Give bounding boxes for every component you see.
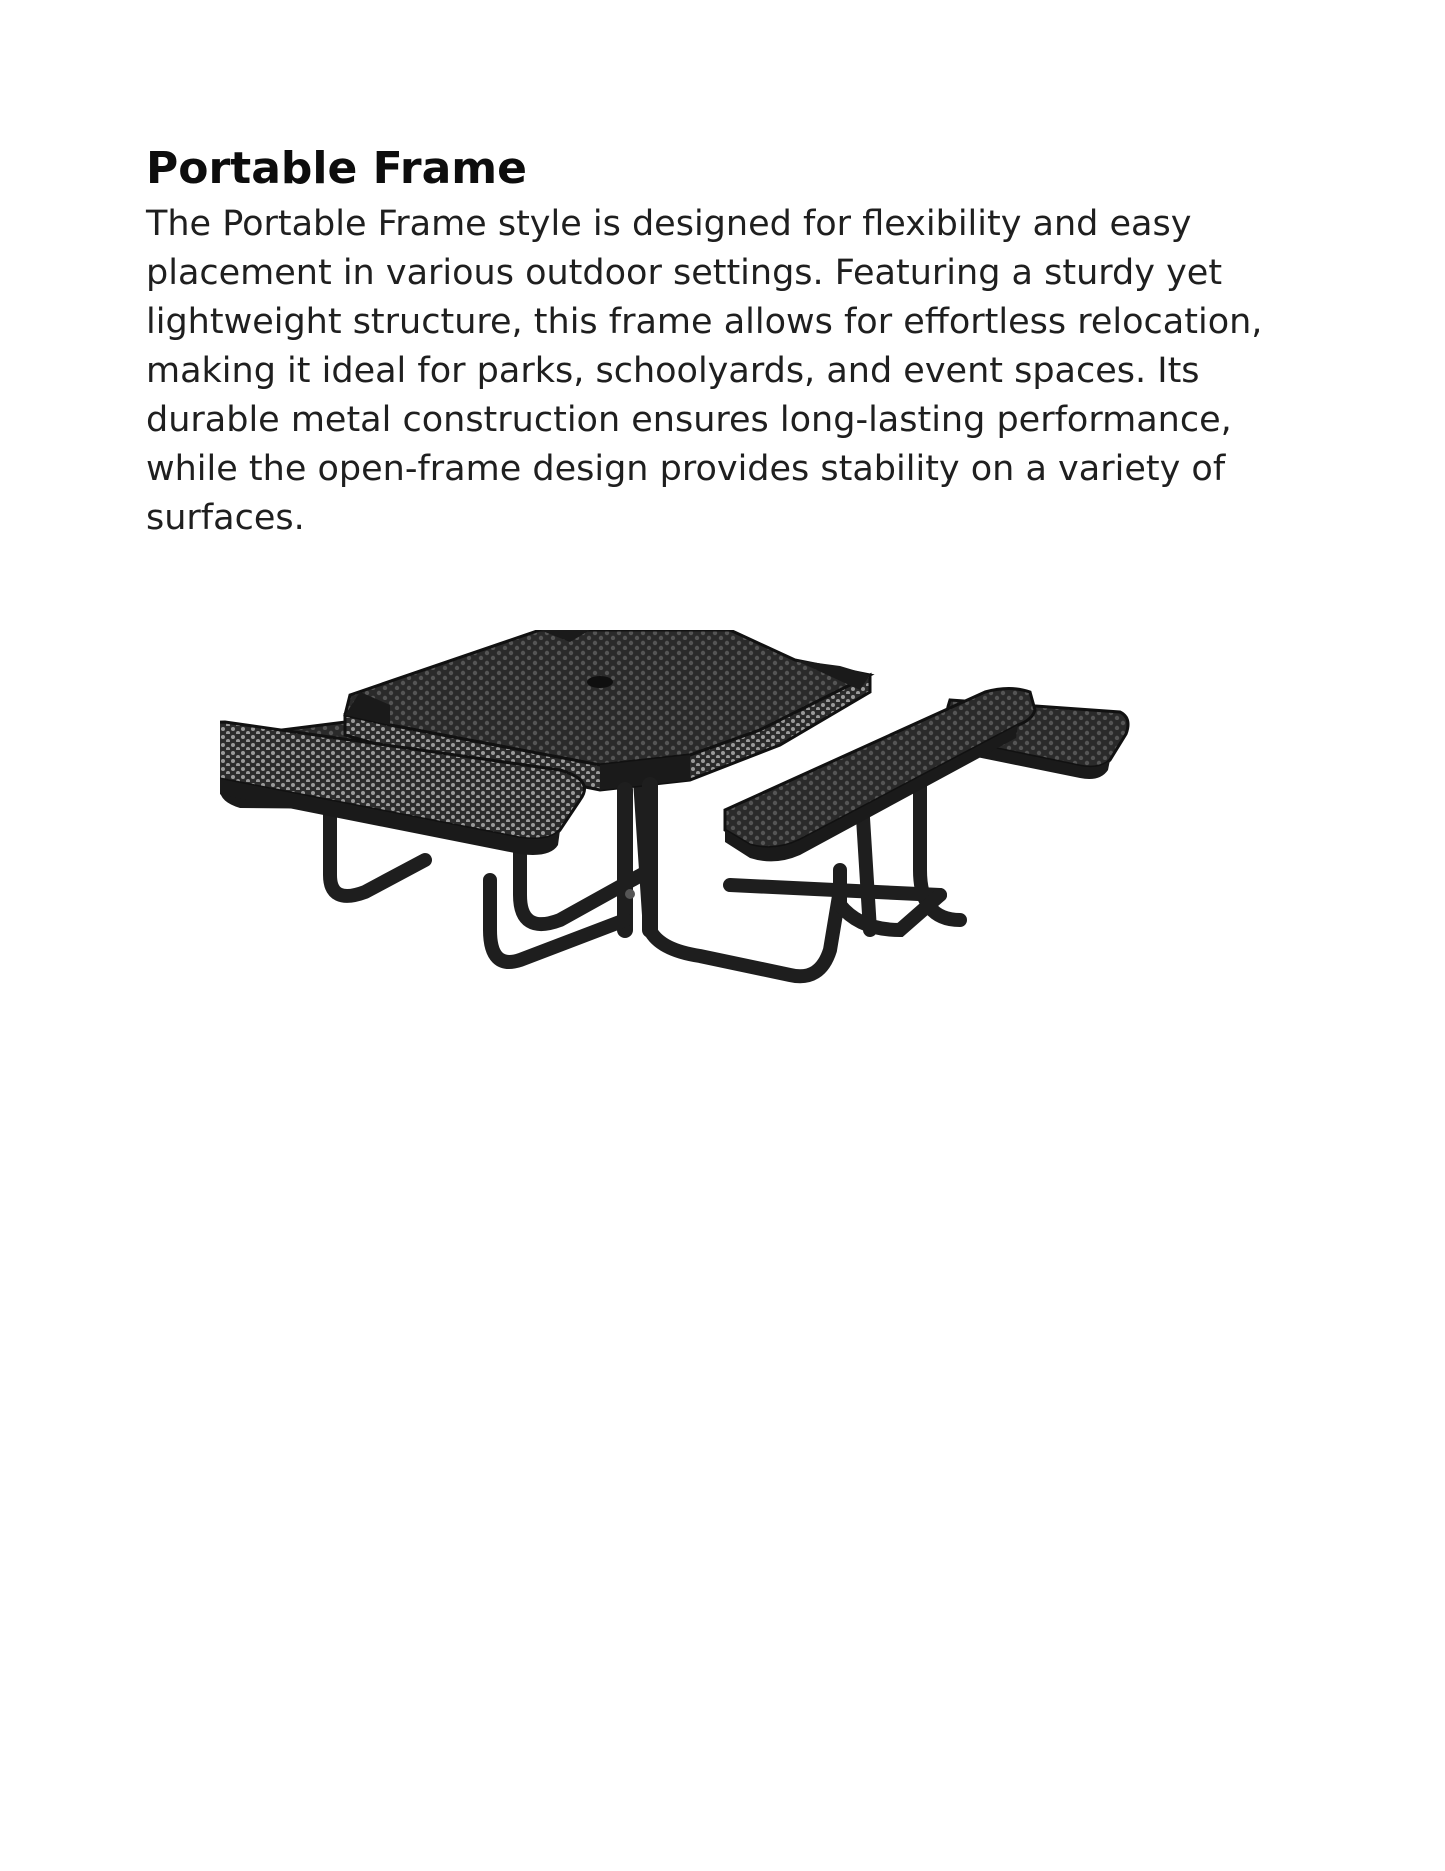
product-image — [220, 630, 1250, 1190]
page-title: Portable Frame — [146, 143, 527, 194]
document-content — [146, 140, 1296, 543]
picnic-table-icon — [220, 630, 1250, 1190]
description-paragraph: The Portable Frame style is designed for flexibility and easy placement in various outdoor settings. Featuring a sturdy yet lightweight structure, this frame allows for effortless relocation, making it ideal for parks, schoolyards, and event spaces. Its durable metal construction ensures long-lasting performance, while the open-frame design provides stability on a variety of surfaces. — [146, 204, 1263, 538]
